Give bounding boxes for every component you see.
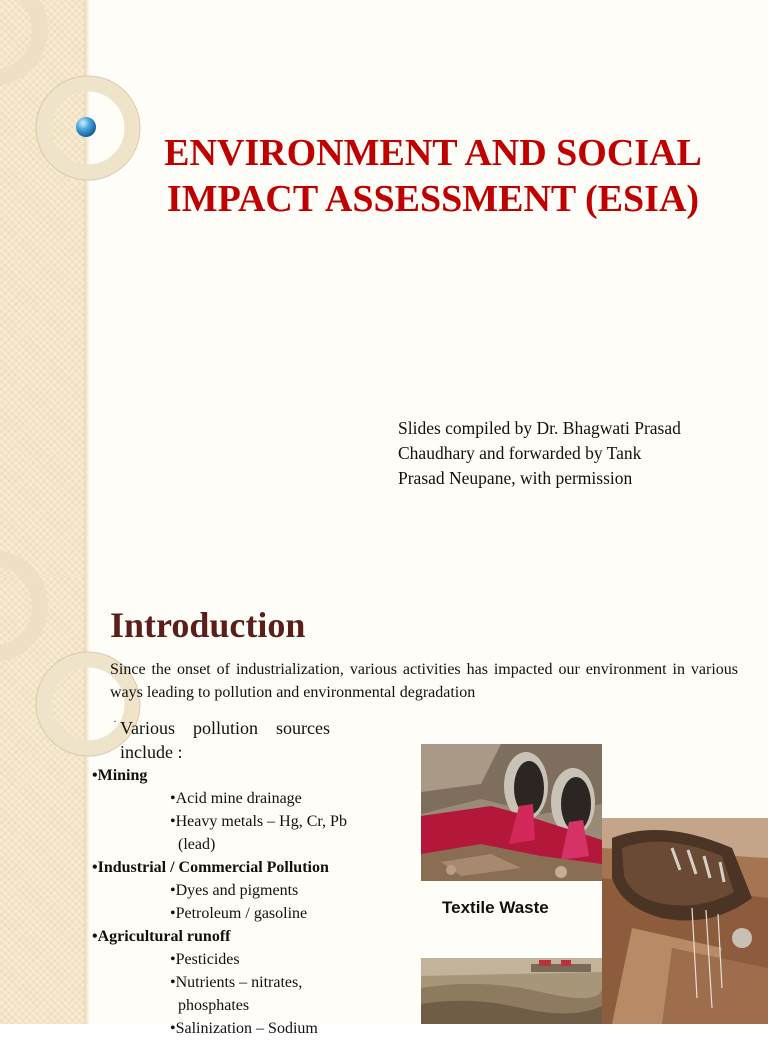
source-label: Heavy metals – Hg, Cr, Pb: [175, 813, 347, 830]
bullet-icon: •: [170, 951, 176, 968]
photo-caption: Textile Waste: [442, 898, 549, 917]
excavator-photo: [602, 818, 768, 1024]
source-label: Nutrients – nitrates,: [175, 974, 303, 991]
bullet-icon: •: [170, 790, 176, 807]
bullet-icon: •: [170, 882, 176, 899]
credits-text: [398, 416, 748, 491]
source-label: Acid mine drainage: [175, 790, 302, 807]
intro-paragraph: Since the onset of industrialization, various activities has impacted our environment in various ways leading to pollution and environmental degradation: [110, 661, 738, 701]
source-label: Industrial / Commercial Pollution: [97, 859, 329, 876]
source-label: Petroleum / gasoline: [175, 905, 308, 922]
source-label: Salinization – Sodium: [175, 1020, 318, 1037]
textile-waste-image: [421, 744, 602, 881]
decorative-rings: [0, 0, 170, 576]
source-item: [92, 1017, 422, 1040]
sources-intro: Various pollution sources include :: [120, 718, 330, 762]
bullet-icon: •: [170, 1020, 176, 1037]
source-item: [92, 810, 422, 833]
source-label: (lead): [178, 836, 216, 853]
source-item: [92, 787, 422, 810]
bullet-icon: •: [92, 928, 98, 945]
bullet-icon: •: [170, 974, 176, 991]
source-label: Agricultural runoff: [97, 928, 231, 945]
source-category: [92, 925, 422, 948]
mining-site-photo: [421, 958, 602, 1024]
bullet-icon: •: [170, 813, 176, 830]
source-item: [92, 902, 422, 925]
bullet-icon: •: [92, 859, 98, 876]
decorative-ring-top: [0, 0, 40, 78]
credits-line-2: Chaudhary and forwarded by Tank: [398, 443, 642, 463]
source-label: phosphates: [178, 997, 250, 1014]
pollution-sources-list: [92, 764, 422, 1040]
textile-waste-photo: [421, 744, 602, 881]
slide-title-line-1: ENVIRONMENT AND SOCIAL: [164, 132, 702, 174]
section-heading: Introduction: [110, 605, 306, 645]
bullet-icon: •: [92, 767, 98, 784]
slide-title-line-2: IMPACT ASSESSMENT (ESIA): [166, 178, 700, 220]
source-item-continuation: [92, 833, 422, 856]
credits-line-3: Prasad Neupane, with permission: [398, 468, 633, 488]
source-item: [92, 879, 422, 902]
credits-line-1: Slides compiled by Dr. Bhagwati Prasad: [398, 418, 681, 438]
source-category: [92, 856, 422, 879]
bullet-icon: •: [170, 905, 176, 922]
source-label: Pesticides: [175, 951, 240, 968]
mining-site-image: [421, 958, 602, 1024]
source-label: Dyes and pigments: [175, 882, 299, 899]
introduction-slide: [0, 576, 768, 1037]
source-item: [92, 971, 422, 994]
slide-title: [108, 130, 758, 222]
source-item-continuation: [92, 994, 422, 1017]
source-item: [92, 948, 422, 971]
source-category: [92, 764, 422, 787]
excavator-image: [602, 818, 768, 1024]
blue-orb-icon: [76, 117, 96, 137]
sources-bullet: ·: [113, 714, 117, 728]
source-label: Mining: [97, 767, 148, 784]
